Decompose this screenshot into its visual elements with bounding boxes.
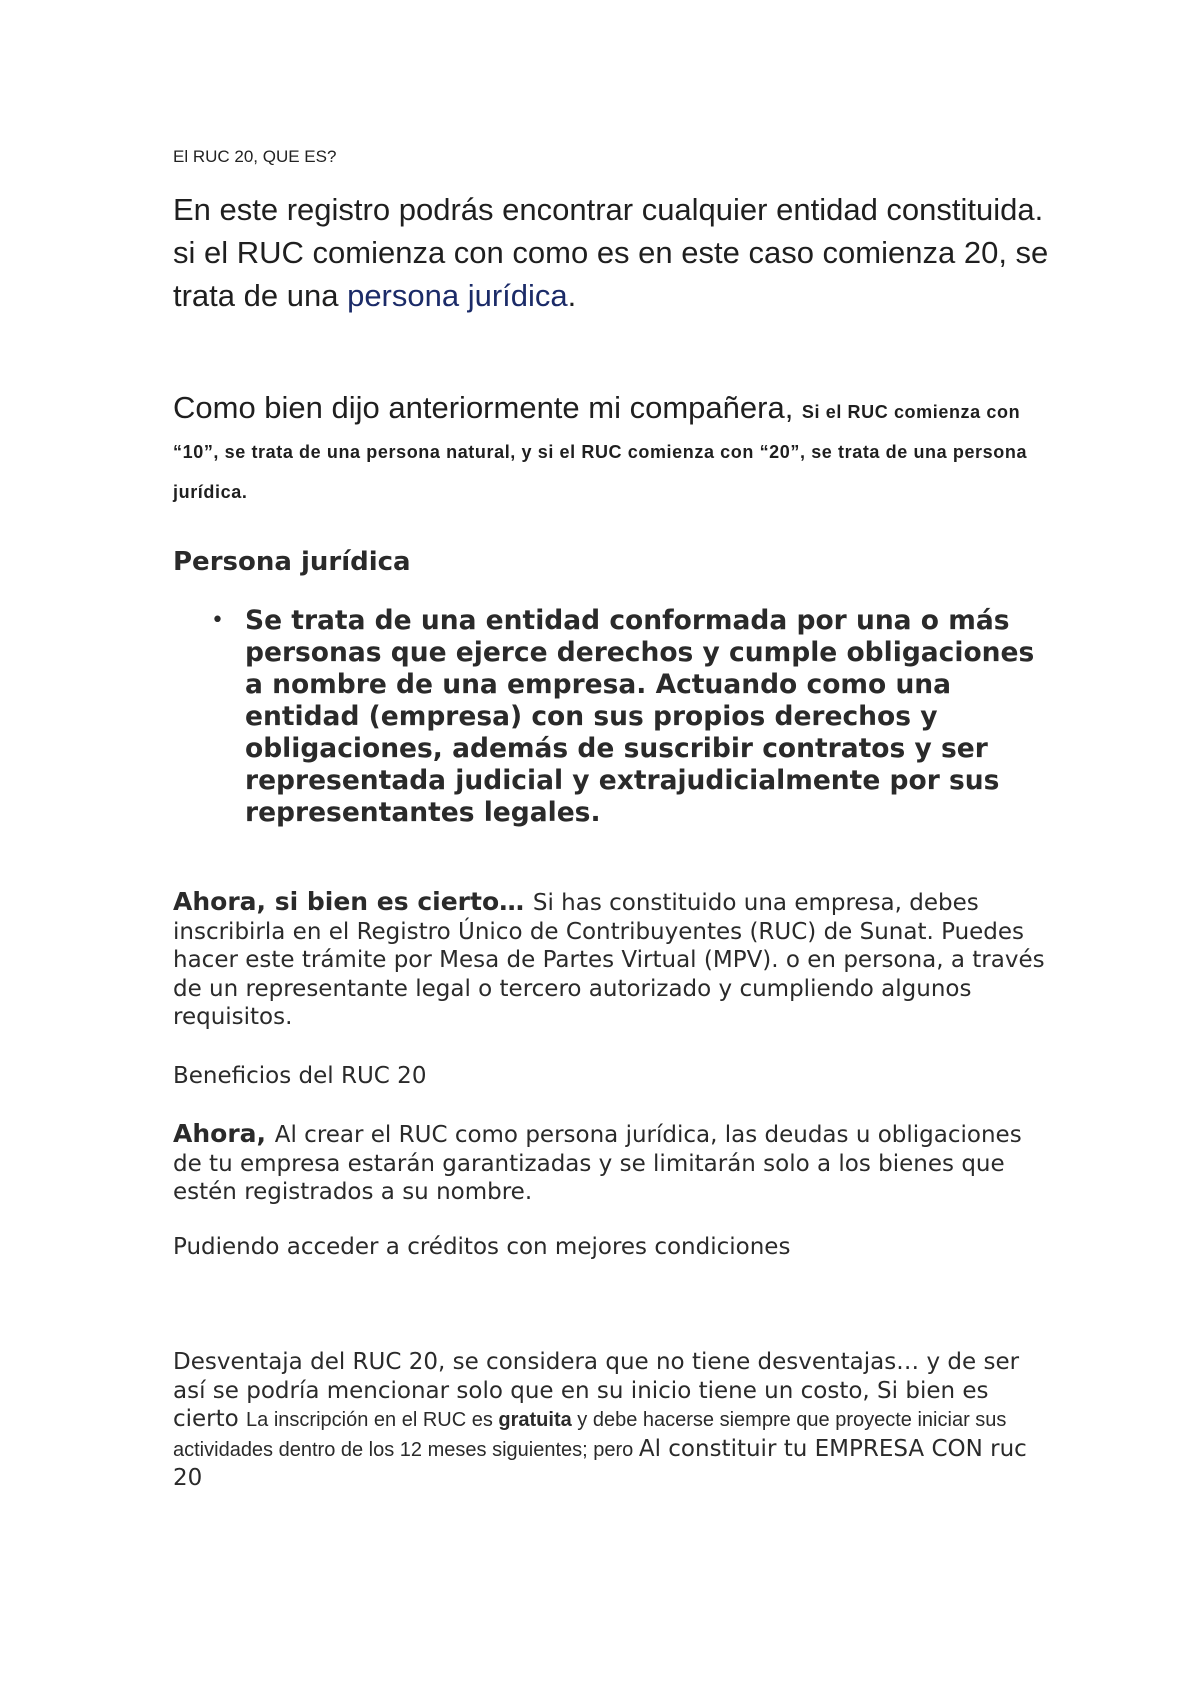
bullet-list bbox=[173, 605, 1053, 829]
intro-paragraph bbox=[173, 188, 1053, 317]
document-title: El RUC 20, QUE ES? bbox=[173, 147, 337, 166]
ahora-paragraph-2 bbox=[173, 1120, 1053, 1207]
desventaja-sans-2: y debe hacerse siempre que proyecte iniciar sus actividades dentro de los 12 meses siguientes; pero bbox=[173, 1409, 1007, 1461]
pudiendo-paragraph: Pudiendo acceder a créditos con mejores condiciones bbox=[173, 1234, 791, 1260]
bullet-marker: • bbox=[211, 608, 224, 633]
ahora-lead-2: Ahora, bbox=[173, 1119, 275, 1148]
section-heading: Persona jurídica bbox=[173, 547, 411, 577]
desventaja-sans-1: La inscripción en el RUC es bbox=[246, 1409, 499, 1431]
desventaja-text-1: Desventaja del RUC 20, se considera que no tiene desventajas… y de ser así se podría mencionar solo que en su inicio tiene un costo, Si bien es cierto bbox=[173, 1349, 1020, 1432]
como-paragraph bbox=[173, 388, 1053, 508]
ahora-lead-1: Ahora, si bien es cierto… bbox=[173, 887, 533, 916]
como-small-text: Si el RUC comienza con “10”, se trata de una persona natural, y si el RUC comienza con “20”, se trata de una persona jurídica bbox=[173, 402, 1028, 502]
ahora-text-1: Si has constituido una empresa, debes inscribirla en el Registro Único de Contribuyentes (RUC) de Sunat. Puedes hacer este trámite por Mesa de Partes Virtual (MPV). o en persona, a través de un representante legal o tercero autorizado y cumpliendo algunos requisitos. bbox=[173, 890, 1045, 1030]
desventaja-bold-word: gratuita bbox=[498, 1409, 572, 1431]
bullet-item bbox=[173, 605, 1053, 829]
intro-text: En este registro podrás encontrar cualquier entidad constituida. si el RUC comienza con como es en este caso comienza 20, se trata de una bbox=[173, 192, 1049, 313]
desventaja-paragraph bbox=[173, 1348, 1053, 1493]
intro-end: . bbox=[567, 278, 577, 313]
beneficios-heading: Beneficios del RUC 20 bbox=[173, 1063, 427, 1089]
ahora-text-2: Al crear el RUC como persona jurídica, las deudas u obligaciones de tu empresa estarán garantizadas y se limitarán solo a los bienes que estén registrados a su nombre. bbox=[173, 1122, 1022, 1205]
bullet-text: Se trata de una entidad conformada por una o más personas que ejerce derechos y cumple obligaciones a nombre de una empresa. Actuando como una entidad (empresa) con sus propios derechos y obligaciones, además de suscribir contratos y ser representada judicial y extrajudicialmente por sus representantes legales. bbox=[245, 605, 1035, 828]
intro-link[interactable]: persona jurídica bbox=[347, 278, 568, 313]
como-end: . bbox=[241, 482, 248, 502]
desventaja-text-2: Al constituir tu EMPRESA CON ruc 20 bbox=[173, 1435, 1027, 1491]
ahora-paragraph-1 bbox=[173, 888, 1053, 1032]
como-large-text: Como bien dijo anteriormente mi compañera, bbox=[173, 390, 802, 425]
